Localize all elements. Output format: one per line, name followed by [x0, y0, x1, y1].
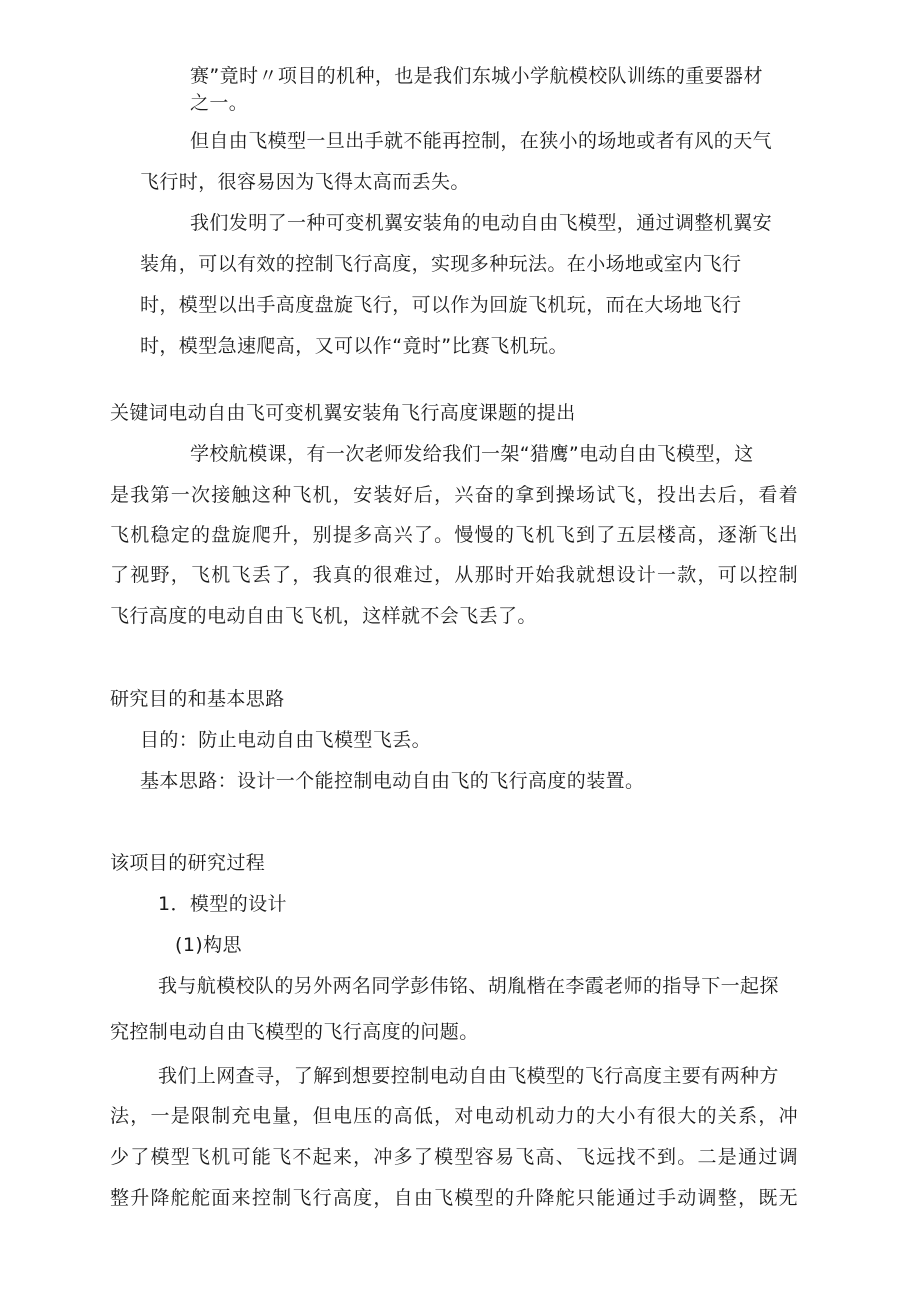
- intro-p1-line1: 赛”竟时〃项目的机种，也是我们东城小学航模校队训练的重要器材: [190, 65, 763, 87]
- intro-p2-line1: 但自由飞模型一旦出手就不能再控制，在狭小的场地或者有风的天气: [190, 130, 773, 152]
- intro-p3-line2: 装角，可以有效的控制飞行高度，实现多种玩法。在小场地或室内飞行: [140, 253, 742, 275]
- process-p2-line4: 整升降舵舵面来控制飞行高度，自由飞模型的升降舵只能通过手动调整，既无: [110, 1187, 798, 1209]
- process-p2-line3: 少了模型飞机可能飞不起来，冲多了模型容易飞高、飞远找不到。二是通过调: [110, 1146, 798, 1168]
- intro-p3-line1: 我们发明了一种可变机翼安装角的电动自由飞模型，通过调整机翼安: [190, 212, 773, 234]
- process-heading: 该项目的研究过程: [110, 852, 266, 874]
- process-item1: 1．模型的设计: [158, 893, 287, 915]
- process-p1-line2: 究控制电动自由飞模型的飞行高度的问题。: [110, 1021, 479, 1043]
- purpose-goal: 目的：防止电动自由飞模型飞丢。: [140, 729, 432, 751]
- origin-line3: 飞机稳定的盘旋爬升，别提多高兴了。慢慢的飞机飞到了五层楼高，逐渐飞出: [110, 524, 798, 546]
- process-p2-line2: 法，一是限制充电量，但电压的高低，对电动机动力的大小有很大的关系，冲: [110, 1105, 798, 1127]
- intro-p2-line2: 飞行时，很容易因为飞得太高而丢失。: [140, 171, 470, 193]
- process-p1-line1: 我与航模校队的另外两名同学彭伟铭、胡胤楷在李霞老师的指导下一起探: [158, 975, 779, 997]
- origin-line1: 学校航模课，有一次老师发给我们一架“猎鹰”电动自由飞模型，这: [190, 443, 754, 465]
- process-p2-line1: 我们上网查寻，了解到想要控制电动自由飞模型的飞行高度主要有两种方: [158, 1065, 779, 1087]
- intro-p3-line3: 时，模型以出手高度盘旋飞行，可以作为回旋飞机玩，而在大场地飞行: [140, 294, 742, 316]
- origin-line5: 飞行高度的电动自由飞飞机，这样就不会飞丢了。: [110, 605, 537, 627]
- purpose-idea: 基本思路：设计一个能控制电动自由飞的飞行高度的装置。: [140, 770, 645, 792]
- intro-p3-line4: 时，模型急速爬高，又可以作“竟时”比赛飞机玩。: [140, 335, 568, 357]
- intro-p1-line2: 之一。: [190, 92, 249, 114]
- purpose-heading: 研究目的和基本思路: [110, 688, 285, 710]
- process-sub1: (1)构思: [175, 934, 242, 956]
- origin-line4: 了视野，飞机飞丢了，我真的很难过，从那时开始我就想设计一款，可以控制: [110, 564, 798, 586]
- keywords-heading: 关键词电动自由飞可变机翼安装角飞行高度课题的提出: [110, 402, 576, 424]
- origin-line2: 是我第一次接触这种飞机，安装好后，兴奋的拿到操场试飞，投出去后，看着: [110, 484, 798, 506]
